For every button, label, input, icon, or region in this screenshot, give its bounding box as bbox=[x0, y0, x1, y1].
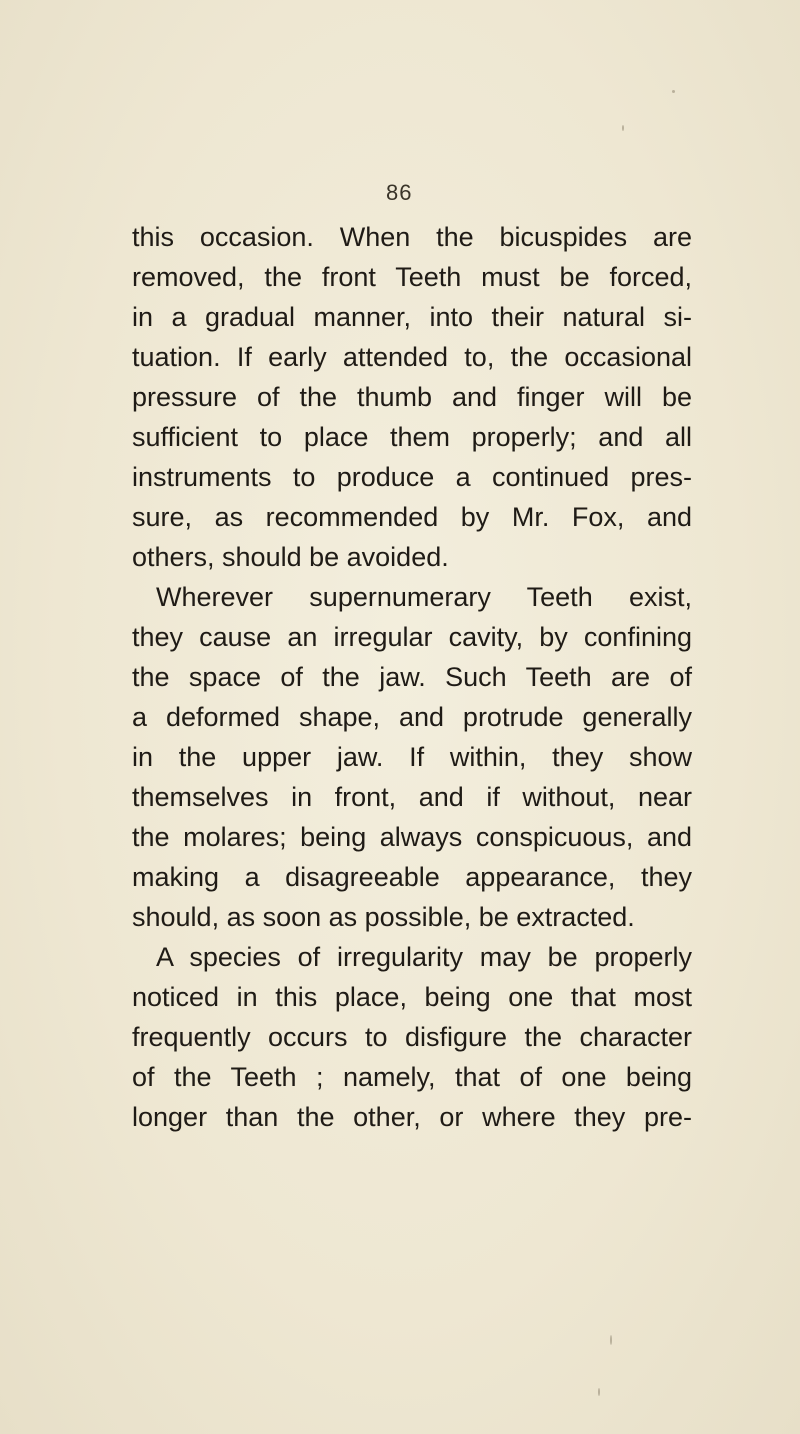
text-line: A species of irregularity may be properly bbox=[156, 942, 692, 972]
text-line: themselves in front, and if without, near bbox=[132, 782, 692, 812]
paper-speck bbox=[672, 90, 675, 93]
page-number: 86 bbox=[386, 180, 413, 205]
text-line: in the upper jaw. If within, they show bbox=[132, 742, 692, 772]
text-line: longer than the other, or where they pre- bbox=[132, 1102, 692, 1132]
text-line: sure, as recommended by Mr. Fox, and bbox=[132, 502, 692, 532]
text-line: Wherever supernumerary Teeth exist, bbox=[156, 582, 692, 612]
text-line: others, should be avoided. bbox=[132, 542, 449, 572]
text-line: noticed in this place, being one that most bbox=[132, 982, 692, 1012]
text-line: in a gradual manner, into their natural si- bbox=[132, 302, 692, 332]
text-line: tuation. If early attended to, the occasional bbox=[132, 342, 692, 372]
paper-speck bbox=[598, 1388, 600, 1396]
text-line: making a disagreeable appearance, they bbox=[132, 862, 692, 892]
text-line: the space of the jaw. Such Teeth are of bbox=[132, 662, 692, 692]
paper-speck bbox=[622, 125, 624, 131]
text-line: instruments to produce a continued pres- bbox=[132, 462, 692, 492]
text-line: sufficient to place them properly; and all bbox=[132, 422, 692, 452]
text-line: pressure of the thumb and finger will be bbox=[132, 382, 692, 412]
text-line: of the Teeth ; namely, that of one being bbox=[132, 1062, 692, 1092]
text-line: should, as soon as possible, be extracted. bbox=[132, 902, 635, 932]
text-line: a deformed shape, and protrude generally bbox=[132, 702, 692, 732]
text-line: removed, the front Teeth must be forced, bbox=[132, 262, 692, 292]
text-line: the molares; being always conspicuous, and bbox=[132, 822, 692, 852]
text-line: frequently occurs to disfigure the character bbox=[132, 1022, 692, 1052]
text-line: they cause an irregular cavity, by confining bbox=[132, 622, 692, 652]
paper-speck bbox=[610, 1335, 612, 1345]
text-line: this occasion. When the bicuspides are bbox=[132, 222, 692, 252]
